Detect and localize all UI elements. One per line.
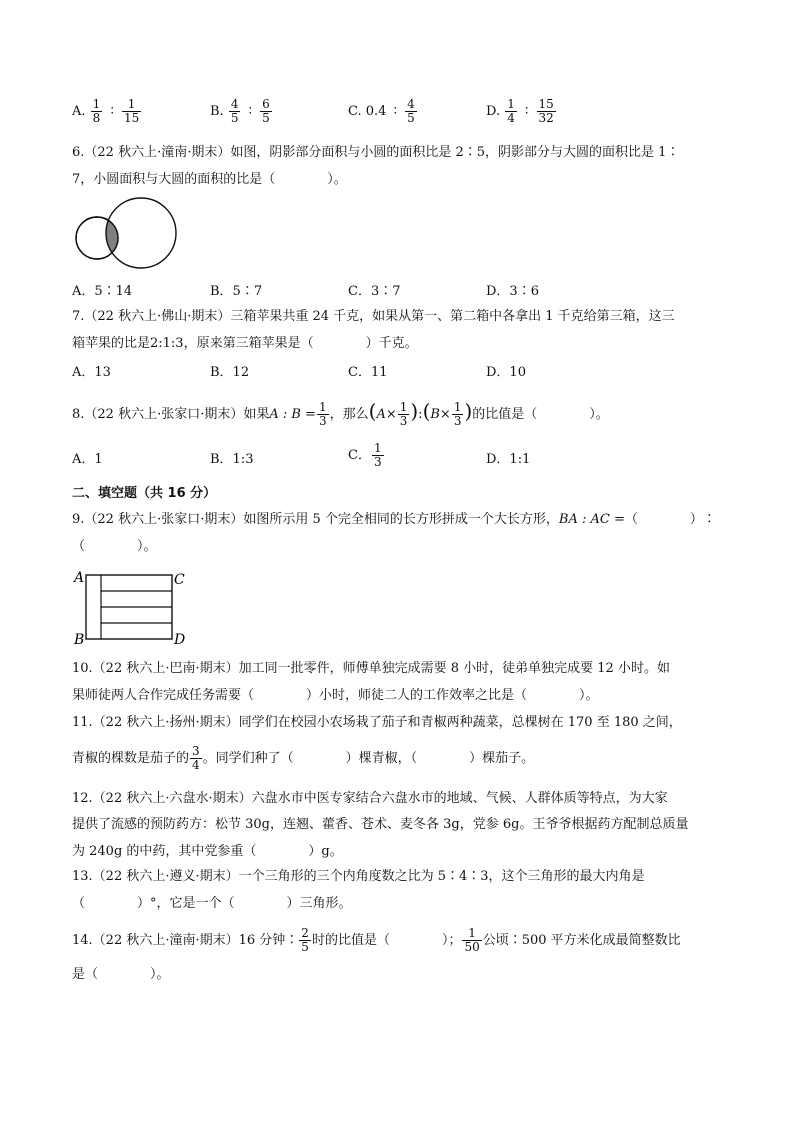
fraction: $\frac{1}{3}$ — [373, 441, 382, 469]
q7-option-c[interactable]: C．11 — [348, 365, 388, 380]
fraction: $\frac{4}{5}$ — [407, 97, 415, 125]
q10-line-2: 果师徒两人合作完成任务需要（ ）小时，师徒二人的工作效率之比是（ ）。 — [72, 688, 599, 703]
q6-option-b[interactable]: B．5∶7 — [210, 284, 263, 299]
q9-line-1: 9.（22 秋六上·张家口·期末）如图所示用 5 个完全相同的长方形拼成一个大长方形，BA : AC =（ ）∶ — [72, 512, 716, 527]
q11-line-2: 青椒的棵数是茄子的 $\frac{3}{4}$ 。同学们种了（ ）棵青椒，（ ）棵茄子。 — [72, 744, 535, 772]
label-c: C — [174, 572, 185, 588]
q12-line-1: 12.（22 秋六上·六盘水·期末）六盘水市中医专家结合六盘水市的地域、气候、人群体质等特点，为大家 — [72, 791, 668, 806]
label-d: D — [174, 632, 186, 648]
q8-stem: 8.（22 秋六上·张家口·期末）如果A : B = $\frac{1}{3}$ ，那么(A× $\frac{1}{3}$ ):(B× $\frac{1}{3}$ )的比值是（ ）。 — [72, 399, 609, 428]
q7-option-b[interactable]: B．12 — [210, 365, 250, 380]
q6-option-c[interactable]: C．3∶7 — [348, 284, 401, 299]
q5-option-d[interactable]: D. $\frac{1}{4}$ ∶ $\frac{15}{32}$ — [486, 97, 554, 125]
q11-line-1: 11.（22 秋六上·扬州·期末）同学们在校园小农场栽了茄子和青椒两种蔬菜，总棵树在 170 至 180 之间， — [72, 715, 682, 730]
option-letter: A. — [72, 104, 86, 119]
q9-line-2: （ ）。 — [72, 539, 157, 554]
option-letter: C. — [348, 104, 362, 119]
q5-option-b[interactable]: B. $\frac{4}{5}$ ∶ $\frac{6}{5}$ — [210, 97, 270, 125]
q9-rectangle-figure — [70, 566, 198, 648]
q12-line-3: 为 240g 的中药，其中党参重（ ）g。 — [72, 844, 343, 859]
fraction: $\frac{1}{50}$ — [464, 926, 480, 954]
q5-option-c[interactable]: C. 0.4 ∶ $\frac{4}{5}$ — [348, 97, 415, 125]
q14-line-2: 是（ ）。 — [72, 967, 170, 982]
q9-ratio-expression: BA : AC = — [558, 512, 625, 527]
q7-option-a[interactable]: A．13 — [72, 365, 111, 380]
q5-option-a[interactable]: A. $\frac{1}{8}$ ∶ $\frac{1}{15}$ — [72, 97, 140, 125]
q8-ratio-expression: A : B = — [269, 407, 316, 422]
label-b: B — [74, 632, 85, 648]
q10-line-1: 10.（22 秋六上·巴南·期末）加工同一批零件，师傅单独完成需要 8 小时，徒弟单独完成要 12 小时。如 — [72, 661, 670, 676]
q7-line-1: 7.（22 秋六上·佛山·期末）三箱苹果共重 24 千克，如果从第一、第二箱中各拿出 1 千克给第三箱，这三 — [72, 309, 675, 324]
fraction: $\frac{2}{5}$ — [301, 926, 309, 954]
fraction: $\frac{1}{4}$ — [507, 97, 515, 125]
q7-line-2: 箱苹果的比是2:1:3，原来第三箱苹果是（ ）千克。 — [72, 336, 418, 351]
q6-line-1: 6.（22 秋六上·潼南·期末）如图，阴影部分面积与小圆的面积比是 2∶5，阴影部分与大圆的面积比是 1∶ — [72, 145, 680, 160]
fraction: $\frac{1}{8}$ — [92, 97, 101, 125]
fraction: $\frac{1}{3}$ — [399, 400, 408, 428]
option-lead-value: 0.4 — [365, 104, 387, 119]
q12-line-2: 提供了流感的预防药方：松节 30g，连翘、藿香、苍术、麦冬各 3g，党参 6g。王爷爷根据药方配制总质量 — [72, 817, 689, 832]
option-letter: B. — [210, 104, 224, 119]
section-heading: 二、填空题（共 16 分） — [72, 486, 217, 501]
q7-option-d[interactable]: D．10 — [486, 365, 526, 380]
q6-line-2: 7，小圆面积与大圆的面积的比是（ ）。 — [72, 172, 347, 187]
q6-circles-figure — [72, 196, 182, 272]
q8-option-a[interactable]: A．1 — [72, 452, 103, 467]
q6-option-d[interactable]: D．3∶6 — [486, 284, 539, 299]
fraction: $\frac{1}{3}$ — [453, 400, 462, 428]
q8-option-d[interactable]: D．1:1 — [486, 452, 531, 467]
fraction: $\frac{1}{15}$ — [123, 97, 140, 125]
fraction: $\frac{3}{4}$ — [192, 744, 200, 772]
fraction: $\frac{1}{3}$ — [318, 400, 327, 428]
q6-option-a[interactable]: A．5∶14 — [72, 284, 133, 299]
q8-option-b[interactable]: B．1:3 — [210, 452, 254, 467]
fraction: $\frac{4}{5}$ — [230, 97, 239, 125]
fraction: $\frac{15}{32}$ — [538, 97, 554, 125]
option-letter: D. — [486, 104, 501, 119]
fraction: $\frac{6}{5}$ — [262, 97, 270, 125]
q13-line-1: 13.（22 秋六上·遵义·期末）一个三角形的三个内角度数之比为 5∶4∶3，这个三角形的最大内角是 — [72, 869, 645, 884]
label-a: A — [74, 570, 85, 586]
q8-option-c[interactable]: C． $\frac{1}{3}$ — [348, 441, 382, 469]
q13-line-2: （ ）°，它是一个（ ）三角形。 — [72, 896, 352, 911]
q14-line-1: 14.（22 秋六上·潼南·期末）16 分钟∶ $\frac{2}{5}$ 时的比值是（ ）； $\frac{1}{50}$ 公顷∶500 平方米化成最简整数比 — [72, 926, 681, 954]
